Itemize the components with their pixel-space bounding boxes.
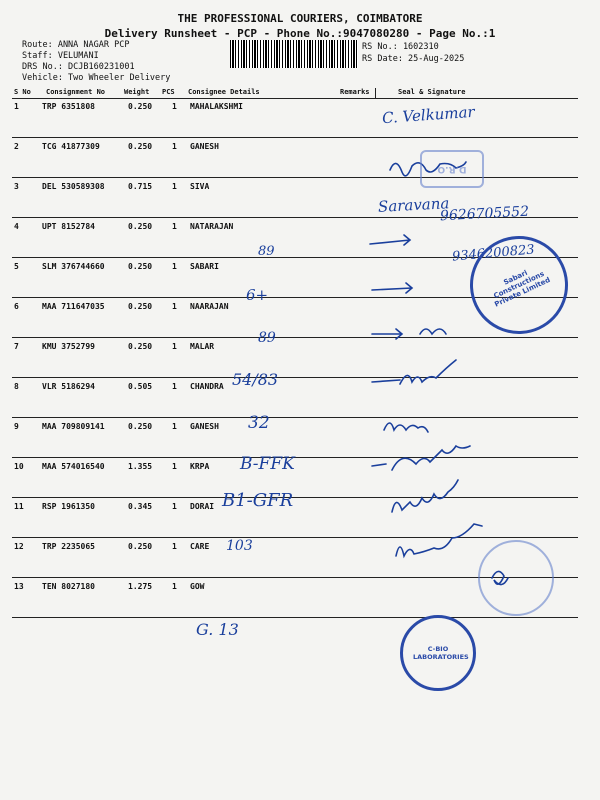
row-sno: 4 [14,222,19,231]
row-consignment: SLM 376744660 [42,262,105,271]
rs-date: RS Date: 25-Aug-2025 [362,54,465,64]
row-sno: 6 [14,302,19,311]
row-consignee: SABARI [190,262,219,271]
signature-row-1: C. Velkumar [381,102,476,128]
note-row-9: B-FFK [240,454,295,474]
row-pcs: 1 [172,222,177,231]
row-weight: 0.250 [128,102,153,111]
arrow-row-6 [372,329,446,339]
row-consignment: UPT 8152784 [42,222,95,231]
note-row-7: 54/83 [232,370,279,389]
vehicle-label: Vehicle: Two Wheeler Delivery [22,73,171,83]
row-sno: 1 [14,102,19,111]
row-pcs: 1 [172,382,177,391]
row-sno: 11 [14,502,24,511]
row-sno: 12 [14,542,24,551]
row-weight: 0.505 [128,382,153,391]
note-row-6: 89 [258,330,276,346]
row-consignment: TCG 41877309 [42,142,100,151]
row-pcs: 1 [172,182,177,191]
row-sno: 2 [14,142,19,151]
row-consignee: GOW [190,582,205,591]
rs-number: RS No.: 1602310 [362,42,439,52]
row-pcs: 1 [172,262,177,271]
col-consignment: Consignment No [46,88,106,96]
row-weight: 0.250 [128,422,153,431]
col-remarks: Remarks [340,88,370,96]
seal-text-gbio: C-BIO LABORATORIES [413,645,469,661]
arrow-row-4 [370,235,410,245]
row-consignment: RSP 1961350 [42,502,95,511]
row-pcs: 1 [172,502,177,511]
row-consignee: NAARAJAN [190,302,229,311]
signature-row-7 [372,360,456,384]
row-consignee: KRPA [190,462,210,471]
col-weight: Weight [124,88,150,96]
route-label: Route: ANNA NAGAR PCP [22,40,130,50]
note-row-4: 89 [258,244,275,259]
drs-label: DRS No.: DCJB160231001 [22,62,135,72]
row-consignment: TEN 8027180 [42,582,95,591]
row-sno: 13 [14,582,24,591]
row-consignment: MAA 709809141 [42,422,105,431]
row-pcs: 1 [172,582,177,591]
row-sno: 10 [14,462,24,471]
row-consignee: CHANDRA [190,382,224,391]
row-consignment: TRP 2235065 [42,542,95,551]
faint-seal [478,540,554,616]
row-weight: 0.250 [128,262,153,271]
row-sno: 8 [14,382,19,391]
row-sno: 7 [14,342,19,351]
row-pcs: 1 [172,302,177,311]
row-weight: 0.250 [128,342,153,351]
row-consignee: GANESH [190,422,219,431]
row-pcs: 1 [172,542,177,551]
company-seal-gbio [400,615,476,691]
row-consignee: CARE [190,542,210,551]
signature-row-8 [384,423,428,432]
row-weight: 1.355 [128,462,153,471]
row-consignee: DORAI [190,502,215,511]
note-row-10: B1-GFR [222,490,294,511]
signature-row-9 [372,446,470,470]
row-sno: 9 [14,422,19,431]
doctor-stamp [420,150,484,188]
row-consignee: MALAR [190,342,215,351]
row-consignee: MAHALAKSHMI [190,102,243,111]
row-consignee: GANESH [190,142,219,151]
row-sno: 3 [14,182,19,191]
row-weight: 0.250 [128,222,153,231]
document-title: THE PROFESSIONAL COURIERS, COIMBATORE [177,12,423,25]
seal-text-sabari: Sabari Constructions Private Limited [492,268,552,309]
row-weight: 0.715 [128,182,153,191]
col-pcs: PCS [162,88,175,96]
row-pcs: 1 [172,142,177,151]
note-row-13: G. 13 [196,620,239,639]
phone-row-4: 9346200823 [451,242,536,265]
row-pcs: 1 [172,342,177,351]
row-consignment: MAA 711647035 [42,302,105,311]
row-pcs: 1 [172,462,177,471]
row-consignment: DEL 530589308 [42,182,105,191]
row-weight: 0.250 [128,542,153,551]
note-row-5: 6+ [246,286,269,304]
signature-row-11 [396,524,482,556]
row-consignment: VLR 5186294 [42,382,95,391]
row-consignment: KMU 3752799 [42,342,95,351]
row-pcs: 1 [172,102,177,111]
col-consignee: Consignee Details [188,88,260,96]
row-sno: 5 [14,262,19,271]
arrow-row-5 [372,283,412,293]
row-consignment: MAA 574016540 [42,462,105,471]
staff-label: Staff: VELUMANI [22,51,99,61]
row-consignment: TRP 6351808 [42,102,95,111]
row-pcs: 1 [172,422,177,431]
row-consignee: NATARAJAN [190,222,234,231]
doctor-stamp-text: D.R.O [437,164,467,174]
col-sno: S No [14,88,31,96]
signature-row-3: Saravana [377,194,450,216]
document-subtitle: Delivery Runsheet - PCP - Phone No.:9047080280 - Page No.:1 [104,27,496,40]
row-consignee: SIVA [190,182,210,191]
phone-row-3: 9626705552 [439,203,530,225]
row-weight: 0.345 [128,502,153,511]
row-weight: 0.250 [128,142,153,151]
note-row-11: 103 [226,538,253,554]
signature-row-10 [392,480,458,512]
row-weight: 0.250 [128,302,153,311]
col-seal: Seal & Signature [398,88,466,96]
row-weight: 1.275 [128,582,153,591]
note-row-8: 32 [248,413,270,433]
